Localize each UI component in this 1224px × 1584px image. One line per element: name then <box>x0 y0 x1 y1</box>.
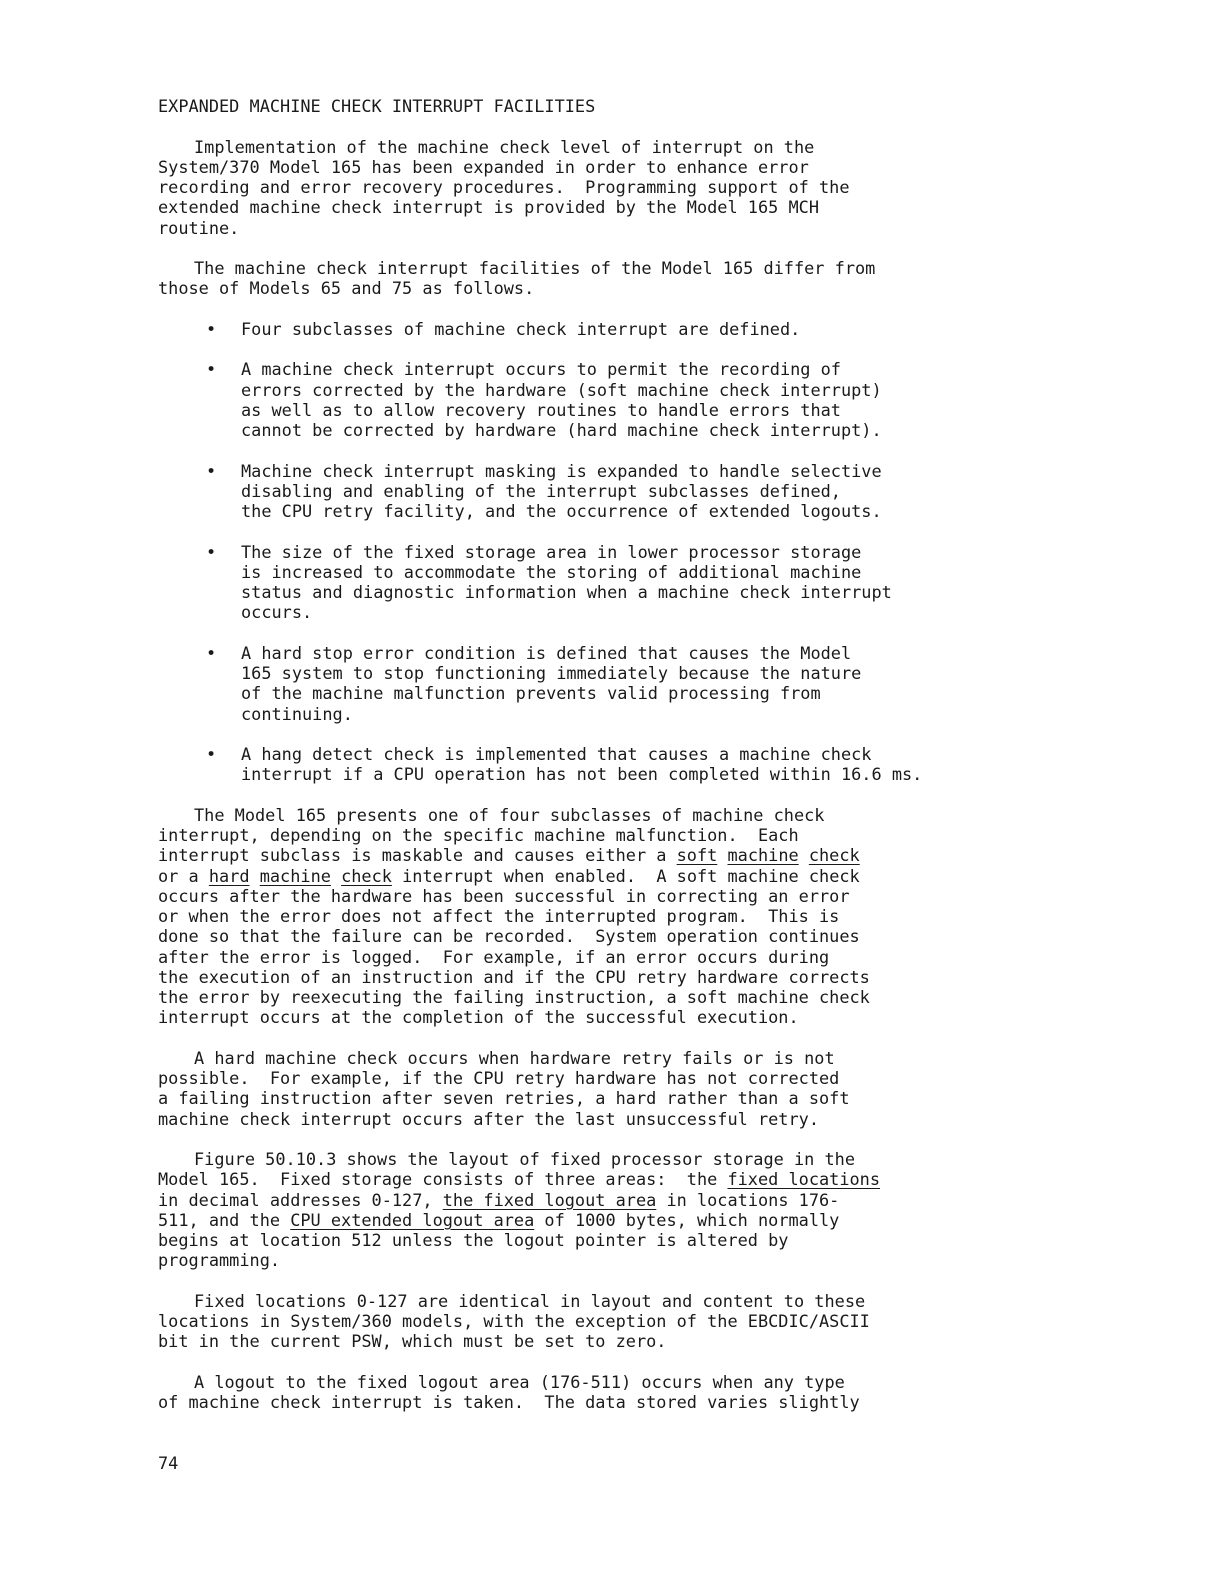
text-line: disabling and enabling of the interrupt subclasses defined, <box>241 480 841 501</box>
spacer <box>158 785 1058 805</box>
text-line <box>158 845 1058 865</box>
paragraph-subclasses <box>158 805 1058 1028</box>
underlined-term: soft <box>676 845 718 866</box>
text-line: A logout to the fixed logout area (176-511) occurs when any type <box>194 1371 845 1392</box>
text-line: The machine check interrupt facilities of the Model 165 differ from <box>194 258 876 278</box>
paragraph-implementation <box>158 137 1058 238</box>
bullet-icon: • <box>206 541 217 562</box>
bullet-icon: • <box>206 359 217 380</box>
text-line: interrupt if a CPU operation has not been completed within 16.6 ms. <box>241 764 923 785</box>
spacer <box>158 1028 1058 1048</box>
spacer <box>158 238 1058 258</box>
text-line: status and diagnostic information when a machine check interrupt <box>241 582 892 602</box>
text-line: Four subclasses of machine check interrupt are defined. <box>241 318 801 339</box>
underlined-term: machine <box>259 865 331 886</box>
bullet-item-hard-stop <box>158 643 1058 724</box>
text-line: or when the error does not affect the interrupted program. This is <box>158 906 840 926</box>
bullet-item-masking <box>158 461 1058 522</box>
text-line: Fixed locations 0-127 are identical in layout and content to these <box>194 1290 866 1311</box>
text-line: A hard machine check occurs when hardware retry fails or is not <box>194 1047 835 1068</box>
spacer <box>158 1271 1058 1291</box>
text-line <box>158 1169 1058 1189</box>
underlined-term: machine <box>727 845 799 866</box>
text-line: A hard stop error condition is defined that causes the Model <box>241 642 852 663</box>
text-line: Machine check interrupt masking is expanded to handle selective <box>241 460 882 481</box>
text-line: occurs. <box>241 602 313 623</box>
spacer <box>158 1352 1058 1372</box>
bullet-icon: • <box>206 744 217 764</box>
bullet-item-storage-area <box>158 542 1058 623</box>
text-line: of machine check interrupt is taken. The data stored varies slightly <box>158 1392 860 1412</box>
underlined-term: check <box>808 845 860 866</box>
text-span: in decimal addresses 0-127, <box>158 1189 443 1210</box>
text-line: those of Models 65 and 75 as follows. <box>158 278 535 299</box>
text-line: done so that the failure can be recorded. System operation continues <box>158 926 860 947</box>
spacer <box>158 299 1058 319</box>
text-line: The size of the fixed storage area in lower processor storage <box>241 541 862 562</box>
bullet-icon: • <box>206 642 217 663</box>
text-line: interrupt occurs at the completion of the successful execution. <box>158 1007 799 1028</box>
spacer <box>158 339 1058 359</box>
spacer <box>158 623 1058 643</box>
text-span: Model 165. Fixed storage consists of three areas: the <box>158 1169 728 1190</box>
section-heading: EXPANDED MACHINE CHECK INTERRUPT FACILITIES <box>158 96 596 116</box>
spacer <box>158 116 1058 136</box>
text-line <box>158 1190 1058 1210</box>
underlined-term: the fixed logout area <box>442 1189 657 1210</box>
bullet-item-recording <box>158 359 1058 440</box>
text-line: begins at location 512 unless the logout pointer is altered by <box>158 1230 789 1250</box>
underlined-term: hard <box>208 865 250 886</box>
text-line: a failing instruction after seven retries, a hard rather than a soft <box>158 1088 850 1109</box>
text-line: the error by reexecuting the failing instruction, a soft machine check <box>158 987 870 1007</box>
underlined-term: CPU extended logout area <box>290 1209 535 1230</box>
spacer <box>158 521 1058 541</box>
paragraph-logout <box>158 1372 1058 1413</box>
bullet-icon: • <box>206 460 217 481</box>
text-line: extended machine check interrupt is provided by the Model 165 MCH <box>158 197 819 218</box>
text-line: cannot be corrected by hardware (hard machine check interrupt). <box>241 420 882 440</box>
spacer <box>158 440 1058 460</box>
text-span: interrupt when enabled. A soft machine check <box>391 865 860 886</box>
text-span: of 1000 bytes, which normally <box>534 1209 840 1230</box>
text-line: the CPU retry facility, and the occurrence of extended logouts. <box>241 501 882 521</box>
bullet-icon: • <box>206 318 217 339</box>
text-line: programming. <box>158 1250 281 1271</box>
spacer <box>158 1129 1058 1149</box>
paragraph-hard-machine-check <box>158 1048 1058 1129</box>
text-line: machine check interrupt occurs after the last unsuccessful retry. <box>158 1108 819 1129</box>
underlined-term: fixed locations <box>727 1169 881 1190</box>
document-page <box>158 96 1058 1412</box>
text-line: Implementation of the machine check level of interrupt on the <box>194 136 815 157</box>
page-number: 74 <box>158 1453 179 1473</box>
text-span: 511, and the <box>158 1209 291 1230</box>
text-line: bit in the current PSW, which must be set to zero. <box>158 1331 667 1352</box>
paragraph-differences <box>158 258 1058 299</box>
text-line: possible. For example, if the CPU retry hardware has not corrected <box>158 1068 840 1088</box>
text-line: of the machine malfunction prevents valid processing from <box>241 683 821 704</box>
text-line: interrupt, depending on the specific machine malfunction. Each <box>158 825 799 845</box>
text-line: System/370 Model 165 has been expanded in order to enhance error <box>158 156 809 177</box>
bullet-list <box>158 319 1058 785</box>
text-line: is increased to accommodate the storing of additional machine <box>241 561 862 582</box>
text-line: errors corrected by the hardware (soft machine check interrupt) <box>241 379 882 400</box>
text-line <box>158 866 1058 886</box>
text-line: A hang detect check is implemented that causes a machine check <box>241 744 872 764</box>
text-line: as well as to allow recovery routines to handle errors that <box>241 399 841 420</box>
bullet-item-hang-detect <box>158 744 1058 785</box>
spacer <box>158 724 1058 744</box>
text-line: routine. <box>158 217 240 238</box>
text-line: continuing. <box>241 703 353 724</box>
text-line: The Model 165 presents one of four subclasses of machine check <box>194 804 825 825</box>
text-line <box>158 1210 1058 1230</box>
text-line: Figure 50.10.3 shows the layout of fixed processor storage in the <box>194 1149 855 1169</box>
text-line: locations in System/360 models, with the exception of the EBCDIC/ASCII <box>158 1311 870 1331</box>
text-line: A machine check interrupt occurs to permit the recording of <box>241 359 841 380</box>
text-line: the execution of an instruction and if the CPU retry hardware corrects <box>158 966 870 987</box>
text-span: or a <box>158 865 209 886</box>
text-line: occurs after the hardware has been successful in correcting an error <box>158 885 850 906</box>
paragraph-fixed-storage <box>158 1149 1058 1271</box>
text-span: in locations 176- <box>656 1189 840 1210</box>
bullet-item-subclasses <box>158 319 1058 339</box>
text-span: interrupt subclass is maskable and causes either a <box>158 845 677 866</box>
paragraph-fixed-locations <box>158 1291 1058 1352</box>
text-line: 165 system to stop functioning immediately because the nature <box>241 663 862 683</box>
text-line: recording and error recovery procedures. Programming support of the <box>158 177 850 197</box>
text-line: after the error is logged. For example, if an error occurs during <box>158 946 830 967</box>
underlined-term: check <box>341 865 392 886</box>
